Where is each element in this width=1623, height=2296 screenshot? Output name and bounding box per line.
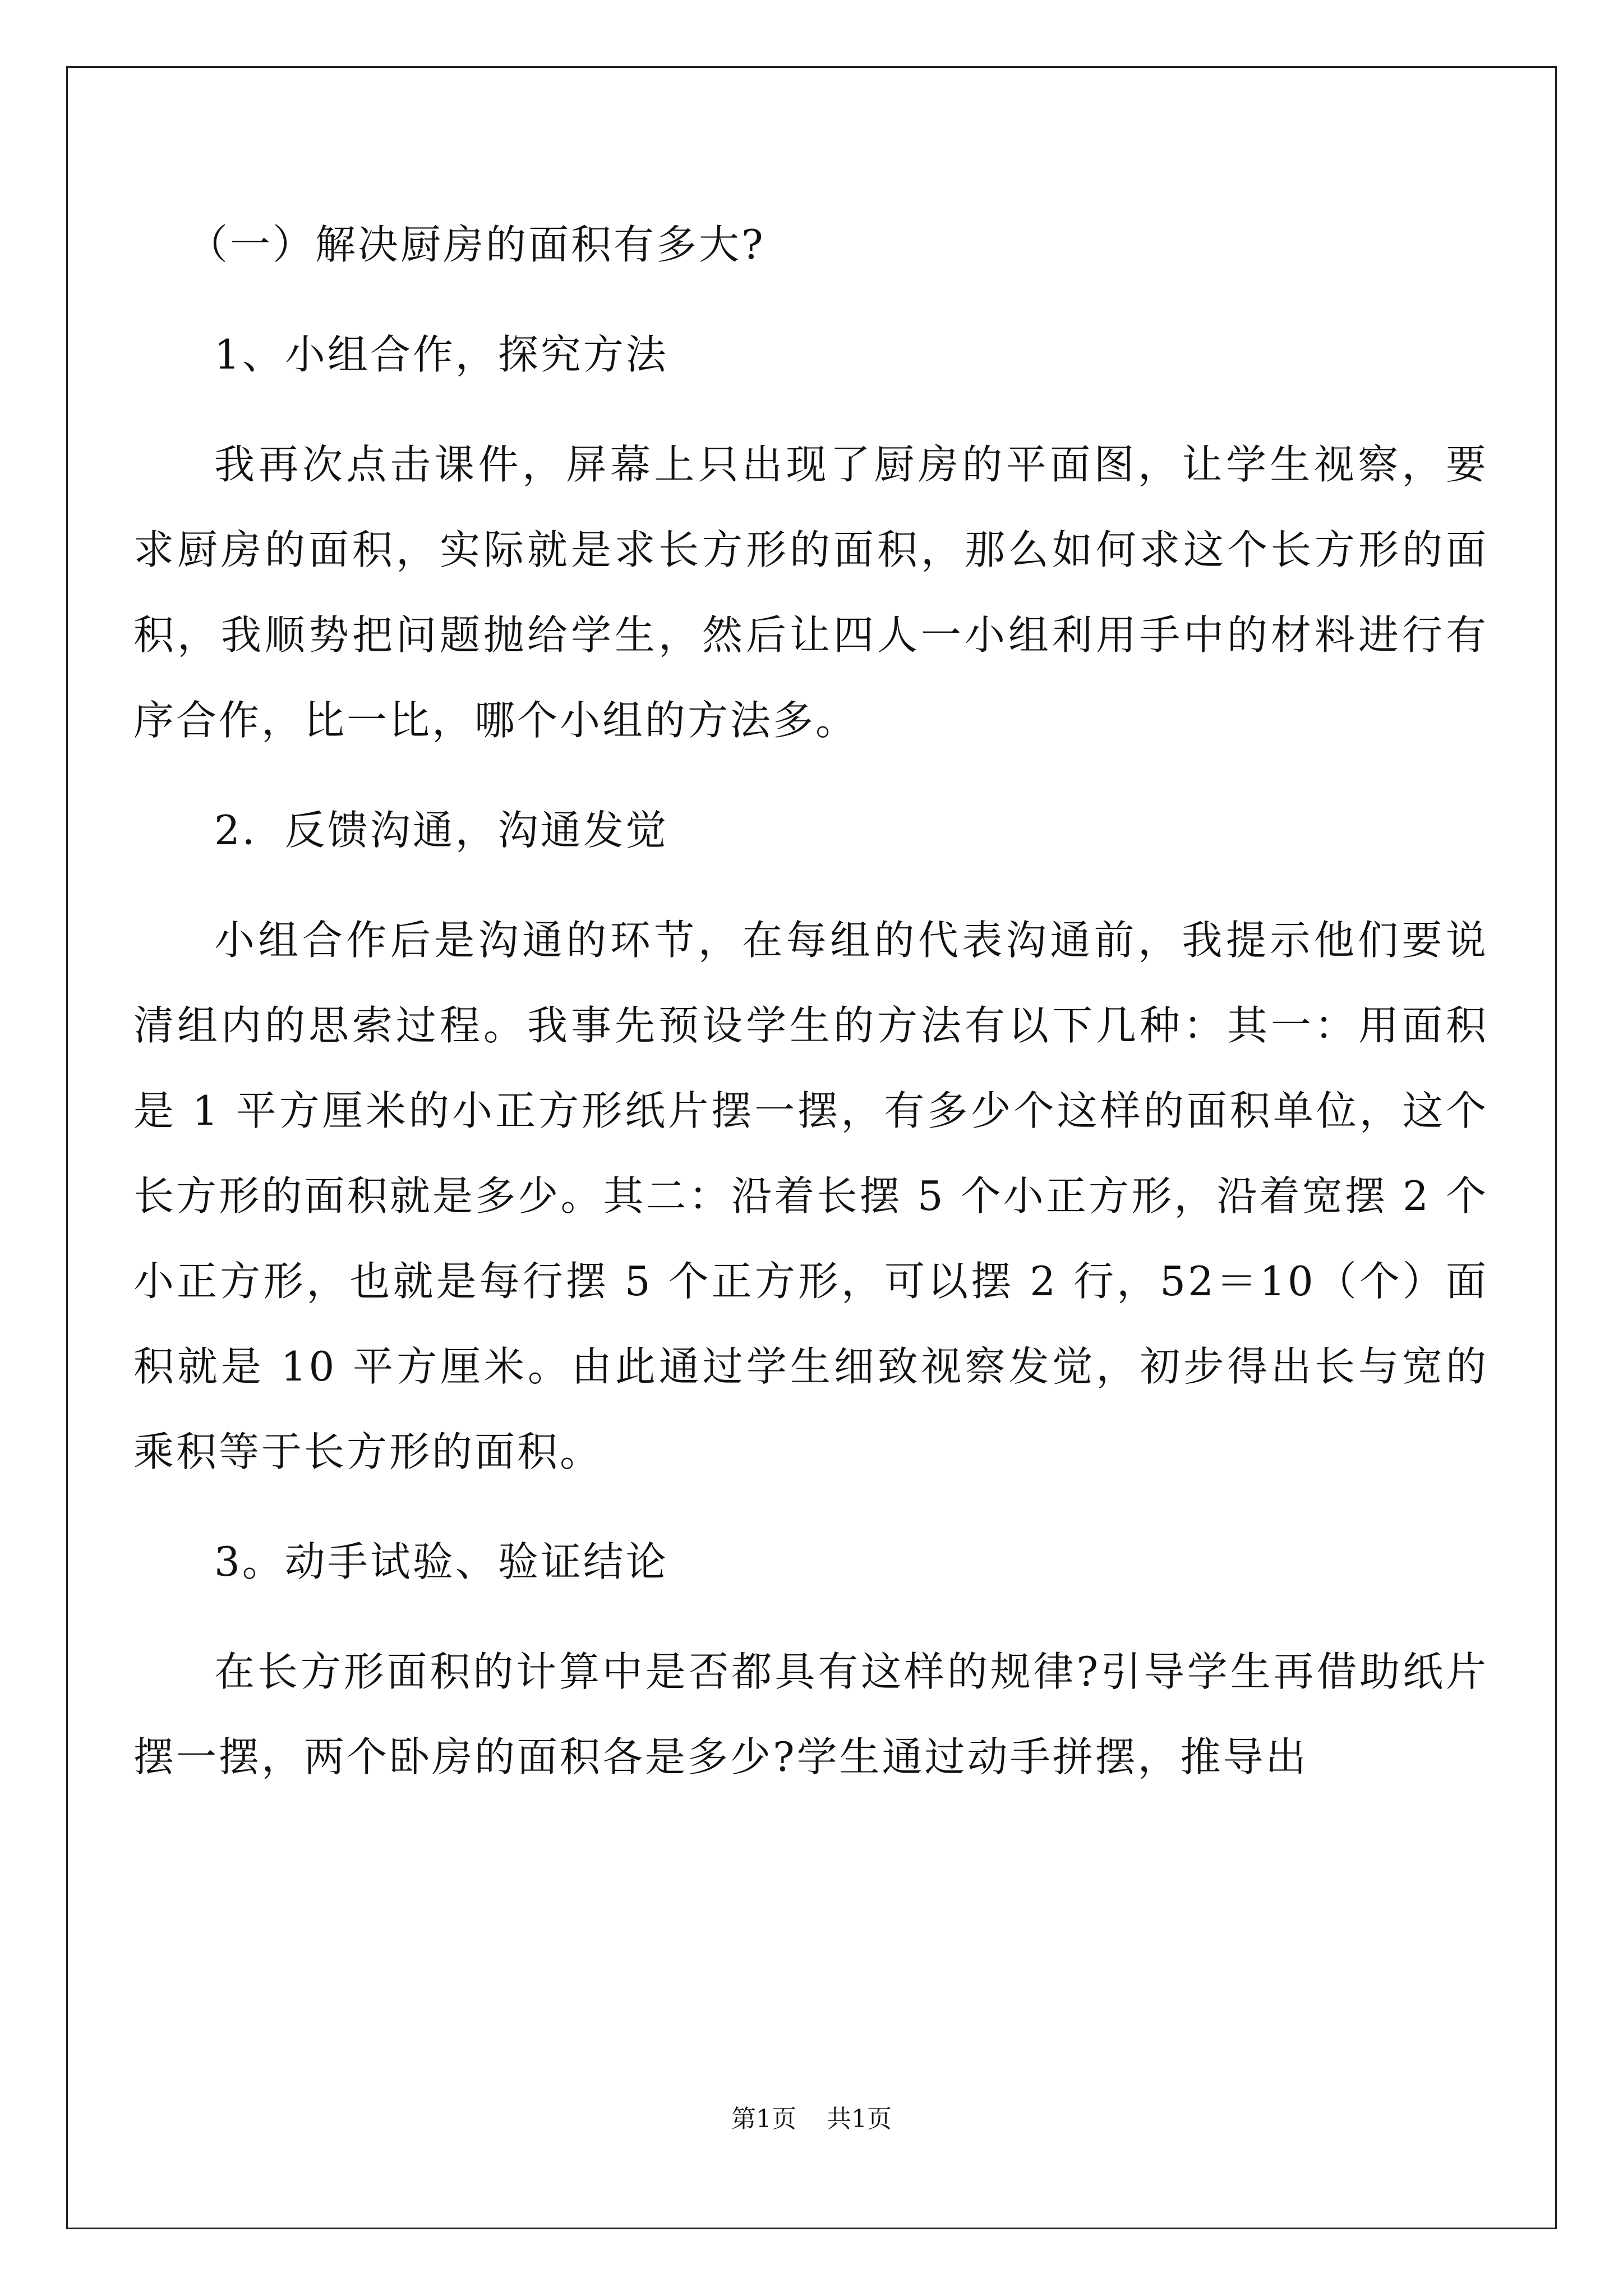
section-heading: （一）解决厨房的面积有多大?: [187, 221, 766, 268]
step-2-heading: 2．反馈沟通，沟通发觉: [214, 807, 668, 854]
page-footer: [0, 2102, 1623, 2136]
document-body: [133, 202, 1488, 1800]
step-2-paragraph: 小组合作后是沟通的环节，在每组的代表沟通前，我提示他们要说清组内的思索过程。我事先预设学生的方法有以下几种：其一：用面积是 1 平方厘米的小正方形纸片摆一摆，有多少个这样的面积单位，这个长方形的面积就是多少。其二：沿着长摆 5 个小正方形，沿着宽摆 2 个小正方形，也就是每行摆 5 个正方形，可以摆 2 行，52＝10（个）面积就是 10 平方厘米。由此通过学生细致视察发觉，初步得出长与宽的乘积等于长方形的面积。: [133, 917, 1488, 1475]
step-1-paragraph: 我再次点击课件，屏幕上只出现了厨房的平面图，让学生视察，要求厨房的面积，实际就是求长方形的面积，那么如何求这个长方形的面积，我顺势把问题抛给学生，然后让四人一小组利用手中的材料进行有序合作，比一比，哪个小组的方法多。: [133, 441, 1488, 744]
step-3-heading: 3。动手试验、验证结论: [214, 1538, 668, 1585]
step-3-paragraph: 在长方形面积的计算中是否都具有这样的规律?引导学生再借助纸片摆一摆，两个卧房的面积各是多少?学生通过动手拼摆，推导出: [133, 1648, 1488, 1780]
page-number-current: 第1页: [731, 2105, 796, 2133]
step-1-heading: 1、小组合作，探究方法: [214, 331, 668, 378]
page-number-total: 共1页: [827, 2105, 892, 2133]
